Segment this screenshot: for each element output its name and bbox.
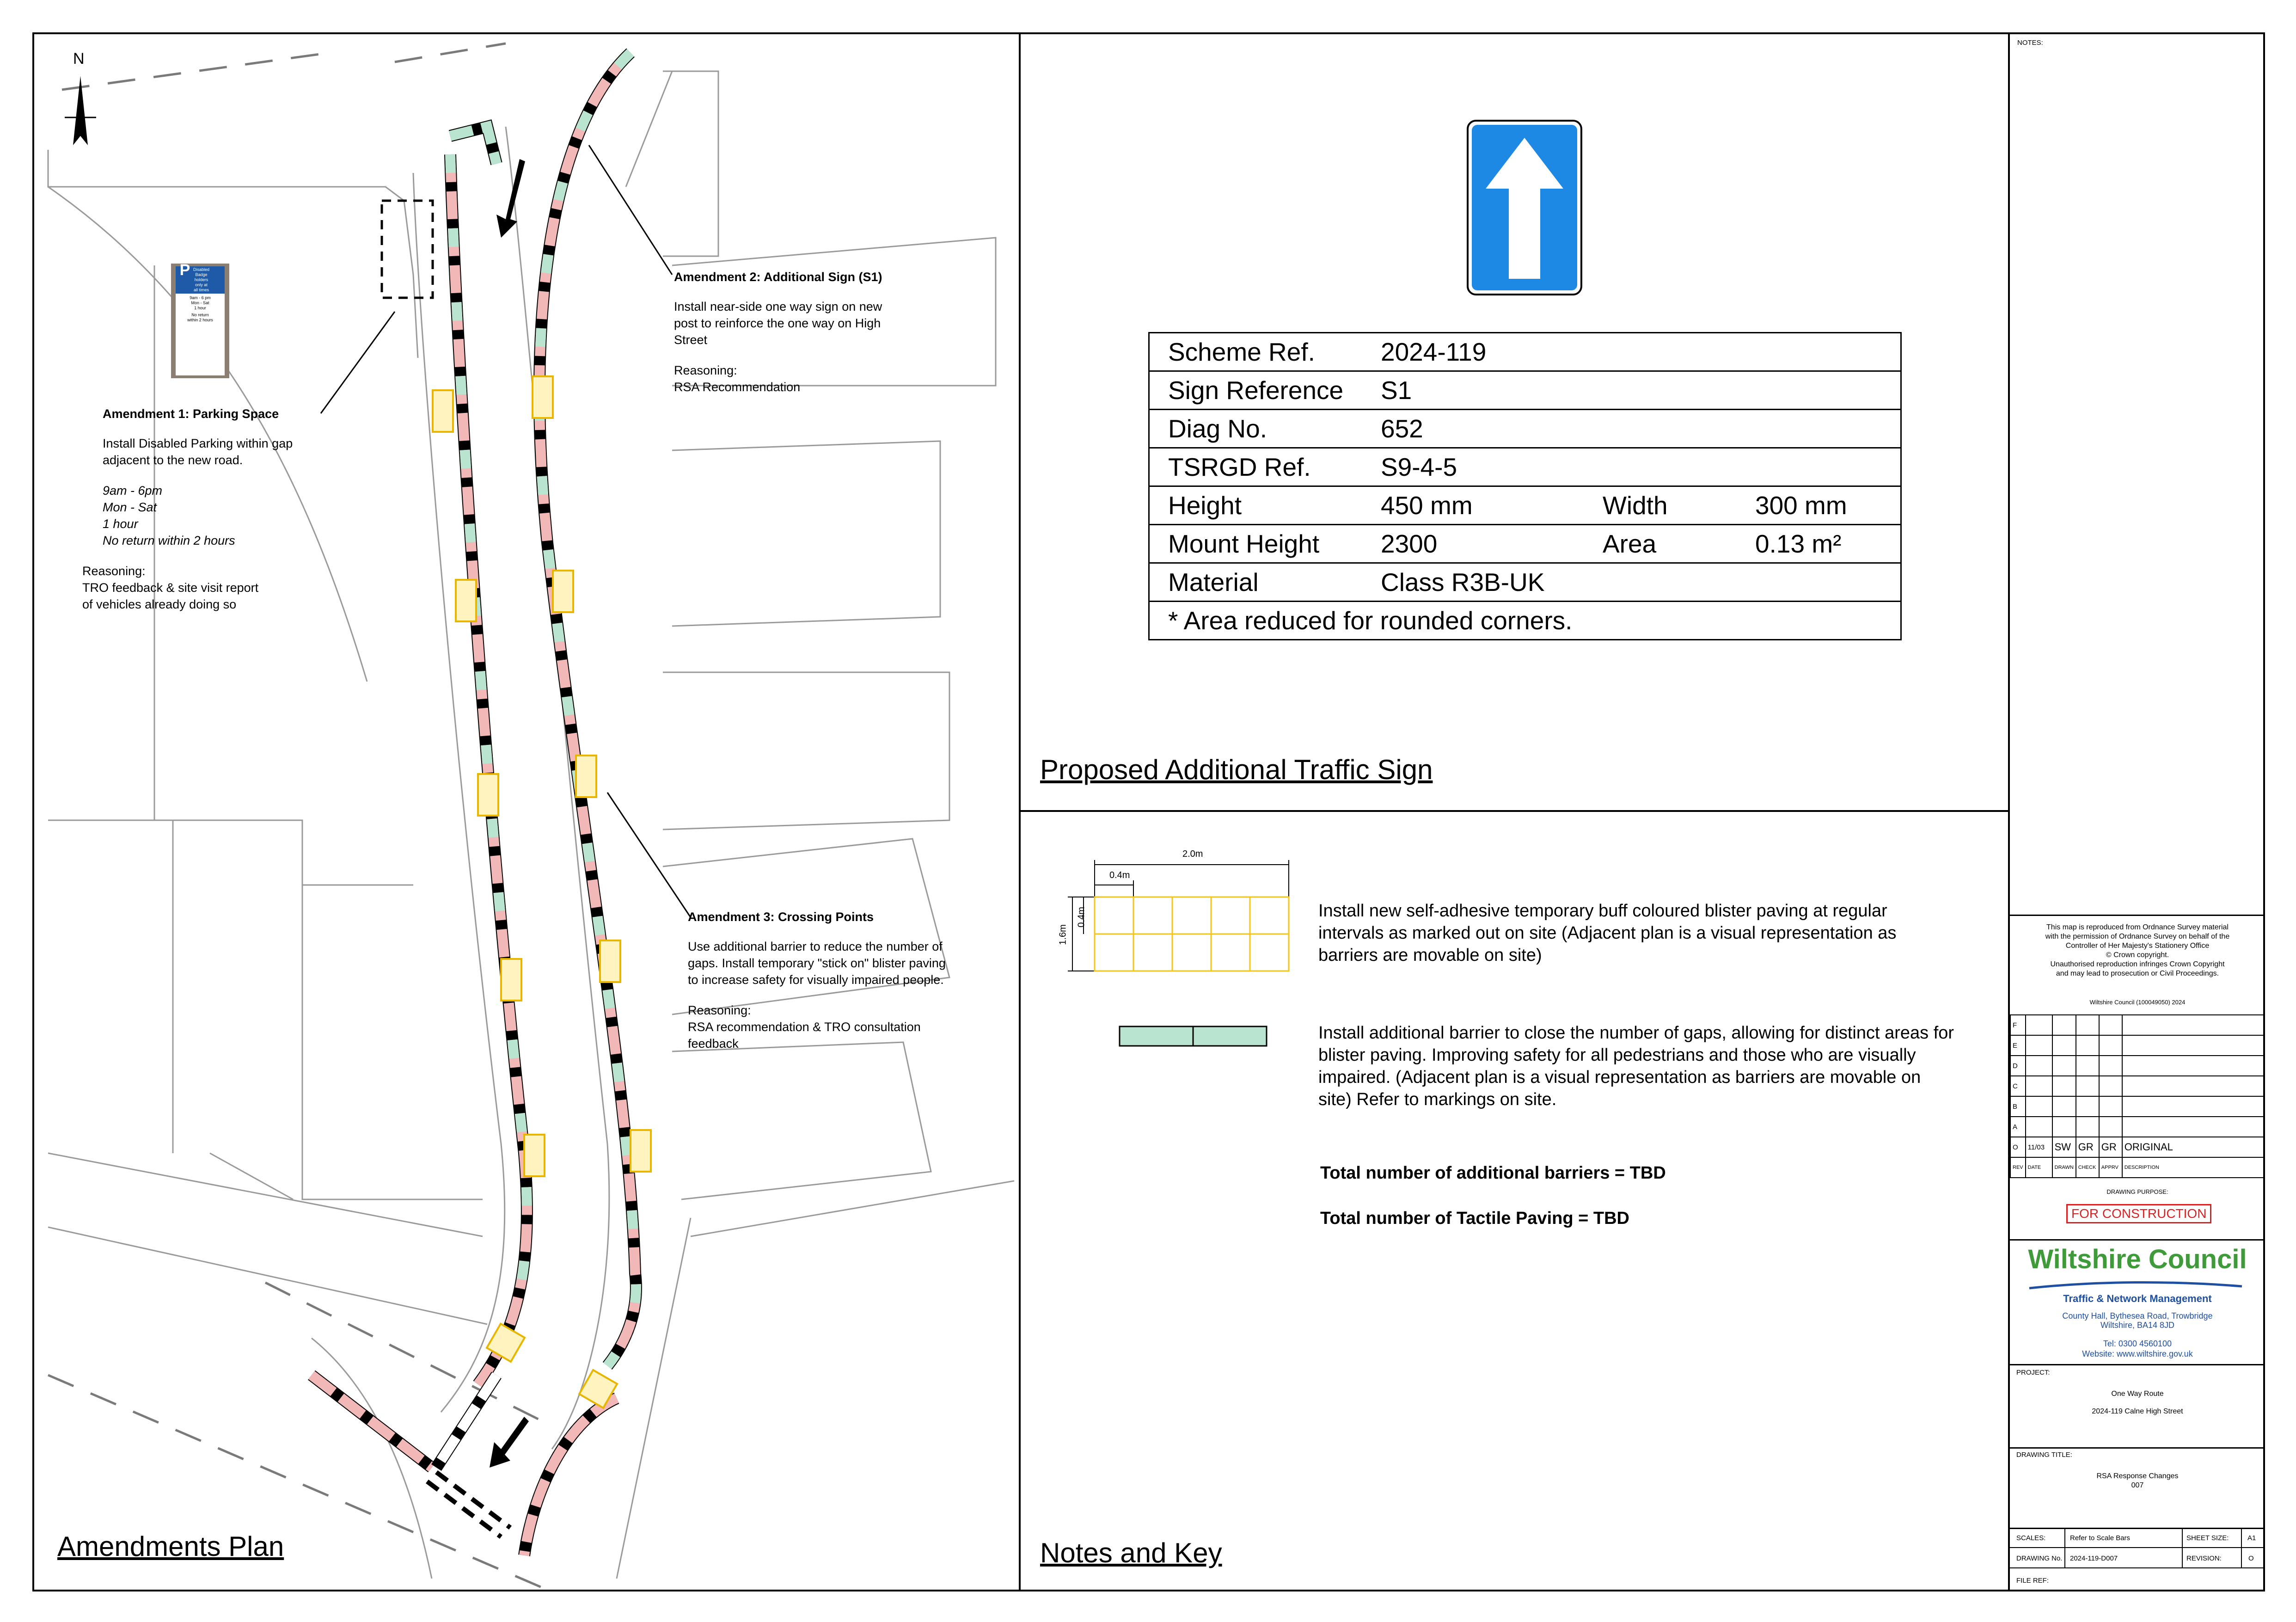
north-label: N — [73, 50, 85, 68]
building-outline — [48, 150, 418, 358]
sheet-size-value: A1 — [2247, 1534, 2256, 1542]
amendment3-text: Use additional barrier to reduce the number of gaps. Install temporary "stick on" blister paving to increase safety for visually impaired people. — [688, 940, 946, 987]
sign-height-label: Height — [1149, 486, 1363, 525]
leader-line-amendment2 — [589, 145, 672, 275]
sign-mount-label: Mount Height — [1149, 525, 1363, 563]
north-arrow-icon — [65, 76, 96, 145]
rev-header: REV — [2010, 1157, 2026, 1178]
building-outline — [626, 71, 672, 187]
sign-row — [1149, 371, 1901, 410]
rev-letter: D — [2010, 1056, 2026, 1076]
project-line1: One Way Route — [2111, 1390, 2164, 1398]
blister-paving-patch — [433, 390, 453, 432]
sign-row — [1149, 333, 1901, 371]
council-address: County Hall, Bythesea Road, Trowbridge Wiltshire, BA14 8JD — [2062, 1311, 2213, 1330]
file-ref-label: FILE REF: — [2016, 1577, 2049, 1585]
sign-row-label: Sign Reference — [1149, 371, 1363, 410]
amendments-plan-title: Amendments Plan — [57, 1531, 284, 1562]
council-logo-swoosh-icon — [2025, 1280, 2247, 1291]
sign-area-value: 0.13 m² — [1737, 525, 1901, 563]
drawing-purpose-label: DRAWING PURPOSE: — [2106, 1188, 2168, 1195]
rev-approv: GR — [2099, 1137, 2122, 1157]
purpose-divider — [2010, 1239, 2265, 1241]
key-dim-cell: 0.4m — [1109, 870, 1130, 880]
os-copyright-text: This map is reproduced from Ordnance Survey material with the permission of Ordnance Survey on behalf of the Controller of Her Majesty's Stationery Office © Crown copyright. Unauthorised reproduction infringes Crown Copyright and may lead to prosecution or Civil Proceedings. — [2045, 923, 2230, 977]
sign-row-label: Scheme Ref. — [1149, 333, 1363, 371]
rev-check: GR — [2076, 1137, 2099, 1157]
council-department: Traffic & Network Management — [2063, 1293, 2212, 1304]
building-outline — [691, 1181, 1014, 1236]
amendment1-title: Amendment 1: Parking Space — [103, 407, 279, 421]
notes-divider — [2010, 915, 2265, 916]
blister-paving-patch — [478, 774, 498, 816]
info-row-divider — [2010, 1547, 2265, 1548]
drawing-purpose-stamp: FOR CONSTRUCTION — [2066, 1204, 2211, 1223]
drawing-title-line2: 007 — [2131, 1481, 2144, 1489]
disabled-parking-bay — [382, 201, 433, 298]
amendment3-block — [688, 910, 1002, 1052]
revision-row-original — [2010, 1137, 2265, 1157]
project-label: PROJECT: — [2016, 1369, 2050, 1376]
sign-height-value: 450 mm — [1362, 486, 1584, 525]
one-way-sign-icon — [1466, 119, 1583, 296]
sign-details-table — [1148, 332, 1902, 640]
info-row-divider — [2010, 1567, 2265, 1568]
revision-row — [2010, 1015, 2265, 1035]
titleblock-divider — [2008, 32, 2010, 1591]
sign-row — [1149, 602, 1901, 640]
drawing-title-label: DRAWING TITLE: — [2016, 1451, 2072, 1459]
amendment2-text: Install near-side one way sign on new post to reinforce the one way on High Street — [674, 300, 882, 347]
key-panel-title: Notes and Key — [1040, 1537, 1222, 1568]
rev-date: 11/03 — [2026, 1137, 2052, 1157]
sign-row-value: 652 — [1362, 410, 1901, 448]
building-outline — [663, 71, 718, 256]
amendment3-reasoning: Reasoning: RSA recommendation & TRO consultation feedback — [688, 1003, 921, 1051]
revision-value: O — [2248, 1554, 2254, 1562]
sign-material-value: Class R3B-UK — [1362, 563, 1901, 602]
amendment1-block — [82, 407, 343, 613]
blister-paving-patch — [524, 1135, 545, 1176]
sign-mount-value: 2300 — [1362, 525, 1584, 563]
project-divider — [2010, 1447, 2265, 1449]
council-logo: Wiltshire Council — [2028, 1244, 2247, 1274]
parking-sign-photo — [171, 261, 229, 378]
sign-row-value: S9-4-5 — [1362, 448, 1901, 486]
parking-sign-return: No return within 2 hours — [187, 313, 213, 322]
crossing-marking — [436, 1472, 510, 1528]
blister-paving-patch — [456, 580, 476, 621]
sign-row — [1149, 486, 1901, 525]
sign-row-label: Diag No. — [1149, 410, 1363, 448]
rev-header: APPRV — [2099, 1157, 2122, 1178]
building-outline — [672, 1042, 931, 1199]
revision-row — [2010, 1056, 2265, 1076]
council-divider — [2010, 1364, 2265, 1365]
info-col-divider — [2064, 1528, 2065, 1567]
revision-header-row — [2010, 1157, 2265, 1178]
key-total-barriers: Total number of additional barriers = TBD — [1320, 1163, 1666, 1183]
amendment1-times: 9am - 6pm Mon - Sat 1 hour No return within 2 hours — [103, 484, 235, 547]
sign-row — [1149, 448, 1901, 486]
council-website: Website: www.wiltshire.gov.uk — [2082, 1349, 2193, 1358]
parking-sign-text: Disabled Badge holders only at all times — [193, 267, 210, 292]
amendment1-reasoning: Reasoning: TRO feedback & site visit report of vehicles already doing so — [82, 564, 259, 611]
key-paving-text: Install new self-adhesive temporary buff coloured blister paving at regular intervals as marked out on site (Adjacent plan is a visual representation as barriers are movable on site) — [1318, 901, 1897, 965]
sign-note: * Area reduced for rounded corners. — [1149, 602, 1901, 640]
building-outline — [663, 672, 949, 829]
info-col-divider — [2182, 1528, 2183, 1567]
drawing-no-label: DRAWING No. — [2016, 1554, 2063, 1562]
building-outline — [672, 441, 940, 626]
sign-row-value: 2024-119 — [1362, 333, 1901, 371]
amendment2-block — [674, 270, 933, 395]
sign-row-label: TSRGD Ref. — [1149, 448, 1363, 486]
sign-row — [1149, 563, 1901, 602]
info-col-divider — [2241, 1528, 2242, 1567]
barrier-key-icon — [1119, 1026, 1267, 1047]
blister-paving-patch — [501, 959, 521, 1001]
key-dim-height-cell: 0.4m — [1076, 907, 1087, 928]
drawing-title-line1: RSA Response Changes — [2096, 1472, 2179, 1480]
project-line2: 2024-119 Calne High Street — [2092, 1407, 2183, 1415]
parking-p-icon: P — [179, 261, 190, 279]
sign-row-value: S1 — [1362, 371, 1901, 410]
crossing-marking — [427, 1481, 501, 1537]
sign-row — [1149, 525, 1901, 563]
blister-paving-patch — [533, 376, 553, 418]
os-licence-text: Wiltshire Council (100049050) 2024 — [2089, 999, 2186, 1006]
sheet-size-label: SHEET SIZE: — [2186, 1534, 2229, 1542]
sign-material-label: Material — [1149, 563, 1363, 602]
key-total-paving: Total number of Tactile Paving = TBD — [1320, 1209, 1629, 1228]
drawing-no-value: 2024-119-D007 — [2070, 1554, 2118, 1562]
parking-sign-times: 9am - 6 pm Mon - Sat 1 hour — [190, 295, 211, 310]
rev-letter: O — [2010, 1137, 2026, 1157]
key-barrier-text: Install additional barrier to close the number of gaps, allowing for distinct areas for blister paving. Improving safety for all pedestrians and those who are visually impaired. (Adjacent plan is a visual representation as barriers are movable on site) Refer to markings on site. — [1318, 1023, 1954, 1109]
amendment2-reasoning: Reasoning: RSA Recommendation — [674, 363, 801, 394]
rev-letter: E — [2010, 1035, 2026, 1056]
building-outline — [48, 1153, 483, 1236]
rev-letter: C — [2010, 1076, 2026, 1096]
sign-row — [1149, 410, 1901, 448]
rev-header: DATE — [2026, 1157, 2052, 1178]
blister-paving-patch — [576, 756, 596, 797]
blister-paving-patch — [553, 571, 573, 612]
revision-row — [2010, 1117, 2265, 1137]
amendment1-text: Install Disabled Parking within gap adjacent to the new road. — [103, 436, 293, 467]
building-outline — [617, 1218, 691, 1579]
rev-letter: B — [2010, 1096, 2026, 1117]
leader-line-amendment3 — [607, 793, 691, 917]
revision-label: REVISION: — [2186, 1554, 2222, 1562]
rev-desc: ORIGINAL — [2122, 1137, 2265, 1157]
key-dim-total: 2.0m — [1182, 849, 1203, 859]
rev-letter: A — [2010, 1117, 2026, 1137]
sign-panel-title: Proposed Additional Traffic Sign — [1040, 754, 1433, 785]
leader-line-amendment1 — [321, 312, 395, 413]
blister-paving-patch — [600, 940, 620, 982]
revision-table — [2010, 1014, 2265, 1178]
amendment3-title: Amendment 3: Crossing Points — [688, 910, 874, 924]
sign-width-value: 300 mm — [1737, 486, 1901, 525]
sign-width-label: Width — [1584, 486, 1737, 525]
os-dashed-line — [62, 53, 330, 90]
sign-area-label: Area — [1584, 525, 1737, 563]
revision-row — [2010, 1035, 2265, 1056]
amendment2-title: Amendment 2: Additional Sign (S1) — [674, 270, 882, 284]
plan-divider — [1019, 32, 1021, 1591]
key-dim-height: 1.6m — [1058, 924, 1068, 945]
key-divider — [1019, 810, 2009, 812]
rev-header: CHECK — [2076, 1157, 2099, 1178]
scales-label: SCALES: — [2016, 1534, 2046, 1542]
os-dashed-line — [395, 43, 506, 62]
rev-header: DESCRIPTION — [2122, 1157, 2265, 1178]
council-tel: Tel: 0300 4560100 — [2103, 1339, 2172, 1348]
rev-header: DRAWN — [2052, 1157, 2076, 1178]
rev-letter: F — [2010, 1015, 2026, 1035]
building-outline — [302, 820, 413, 885]
notes-label: NOTES: — [2017, 39, 2043, 47]
blister-paving-key-icon — [1059, 846, 1299, 980]
revision-row — [2010, 1096, 2265, 1117]
rev-drawn: SW — [2052, 1137, 2076, 1157]
title-divider — [2010, 1528, 2265, 1529]
revision-row — [2010, 1076, 2265, 1096]
scales-value: Refer to Scale Bars — [2070, 1534, 2131, 1542]
blister-paving-patch — [631, 1130, 651, 1172]
barrier-line-east — [539, 53, 636, 1366]
building-outline — [48, 1227, 487, 1324]
